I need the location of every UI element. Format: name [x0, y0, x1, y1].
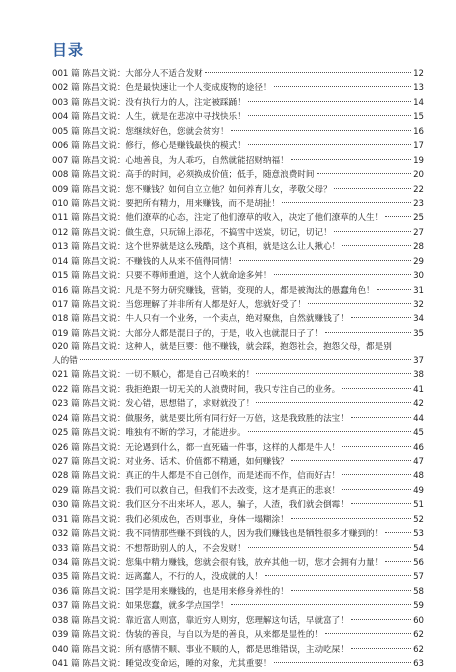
- toc-entry[interactable]: [52, 226, 424, 240]
- toc-list: [52, 67, 424, 672]
- toc-entry[interactable]: [52, 657, 424, 671]
- toc-entry-text: 040 篇 陈昌文说：所有感情不顺、事业不顺的人，都是思维错误，主动吃屎！: [52, 644, 349, 655]
- toc-entry[interactable]: [52, 240, 424, 254]
- toc-entry[interactable]: [52, 643, 424, 657]
- dot-leader: [342, 388, 411, 389]
- toc-page-number: 27: [413, 227, 424, 238]
- toc-page-number: 14: [413, 97, 424, 108]
- dot-leader: [385, 532, 411, 533]
- dot-leader: [351, 417, 411, 418]
- toc-page-number: 48: [413, 471, 424, 482]
- toc-page-number: 49: [413, 485, 424, 496]
- toc-entry[interactable]: [52, 125, 424, 139]
- toc-entry-text: 017 篇 陈昌文说：当您理解了并非所有人都是好人，您就好受了！: [52, 300, 306, 310]
- toc-entry[interactable]: [52, 556, 424, 570]
- dot-leader: [385, 216, 411, 217]
- toc-page-number: 52: [413, 514, 424, 525]
- dot-leader: [342, 446, 411, 447]
- toc-entry[interactable]: [52, 298, 424, 312]
- toc-entry-text: 033 篇 陈昌文说：不想帮助别人的人，不会发财！: [52, 543, 246, 554]
- toc-entry-text: 041 篇 陈昌文说：睡觉改变命运，睡的对象，尤其重要！: [52, 659, 272, 670]
- toc-entry-text: 024 篇 陈昌文说：做服务，就是要比所有同行好一万倍，这是我致胜的法宝！: [52, 413, 349, 424]
- toc-entry[interactable]: [52, 614, 424, 628]
- toc-entry[interactable]: [52, 527, 424, 541]
- toc-entry[interactable]: [52, 585, 424, 599]
- dot-leader: [291, 590, 411, 591]
- toc-entry-text: 005 篇 陈昌文说：您继续好色，您就会贫穷！: [52, 126, 229, 137]
- dot-leader: [351, 619, 411, 620]
- toc-entry-text: 038 篇 陈昌文说：靠近富人则富，靠近穷人则穷，您理解这句话，早就富了！: [52, 615, 349, 626]
- toc-page-number: 53: [413, 529, 424, 540]
- toc-page-number: 54: [413, 543, 424, 554]
- toc-entry[interactable]: [52, 341, 424, 368]
- toc-entry[interactable]: [52, 110, 424, 124]
- dot-leader: [334, 188, 411, 189]
- toc-page-number: 51: [413, 500, 424, 511]
- dot-leader: [274, 274, 412, 275]
- toc-entry[interactable]: [52, 455, 424, 469]
- toc-page-number: 42: [413, 399, 424, 410]
- dot-leader: [291, 518, 411, 519]
- dot-leader: [342, 489, 411, 490]
- toc-entry-text: 013 篇 陈昌文说：这个世界就是这么残酷，这个真相，就是这么让人揪心！: [52, 242, 341, 253]
- dot-leader: [291, 460, 411, 461]
- toc-entry[interactable]: [52, 81, 424, 95]
- dot-leader: [256, 373, 411, 374]
- toc-page-number: 16: [413, 126, 424, 137]
- toc-page-number: 47: [413, 456, 424, 467]
- dot-leader: [248, 431, 411, 432]
- toc-entry[interactable]: [52, 484, 424, 498]
- toc-entry[interactable]: [52, 412, 424, 426]
- dot-leader: [385, 561, 411, 562]
- toc-entry[interactable]: [52, 441, 424, 455]
- toc-entry[interactable]: [52, 67, 424, 81]
- dot-leader: [351, 648, 411, 649]
- toc-page-number: 29: [413, 256, 424, 267]
- dot-leader: [248, 547, 411, 548]
- dot-leader: [342, 474, 411, 475]
- toc-entry-text: 036 篇 陈昌文说：国学是用来赚钱的，也是用来修身养性的！: [52, 586, 289, 597]
- toc-entry-text: 021 篇 陈昌文说：一切不顺心，都是自己召唤来的！: [52, 370, 255, 381]
- toc-entry[interactable]: [52, 312, 424, 326]
- toc-entry-text: 027 篇 陈昌文说：对业务、话术、价值都不精通，如何赚钱？: [52, 456, 289, 467]
- dot-leader: [256, 402, 411, 403]
- dot-leader: [351, 503, 411, 504]
- toc-entry-text: 001 篇 陈昌文说：大部分人不适合发财: [52, 69, 203, 79]
- dot-leader: [317, 173, 412, 174]
- toc-page-number: 20: [413, 170, 424, 181]
- toc-entry[interactable]: [52, 542, 424, 556]
- toc-entry-text: 037 篇 陈昌文说：如果您蠢，就多学点国学！: [52, 601, 229, 612]
- toc-entry-text: 032 篇 陈昌文说：我不同情那些赚不到钱的人，因为我们赚钱也是牺牲很多才赚到的！: [52, 529, 384, 540]
- toc-entry-text: 029 篇 陈昌文说：我们可以救自己，但我们不去改变，这才是真正的悲哀！: [52, 485, 341, 496]
- toc-page-number: 44: [413, 413, 424, 424]
- toc-entry-text: 014 篇 陈昌文说：不赚钱的人从来不值得同情！: [52, 256, 238, 267]
- toc-entry[interactable]: [52, 197, 424, 211]
- toc-entry[interactable]: [52, 513, 424, 527]
- toc-entry[interactable]: [52, 498, 424, 512]
- toc-page-number: 22: [413, 184, 424, 195]
- dot-leader: [265, 575, 411, 576]
- toc-entry[interactable]: [52, 139, 424, 153]
- toc-entry[interactable]: [52, 96, 424, 110]
- toc-entry-text: 034 篇 陈昌文说：您集中精力赚钱，您就会很有钱，放弃其他一切，您才会拥有力量！: [52, 558, 384, 568]
- dot-leader: [231, 130, 412, 131]
- dot-leader: [231, 604, 412, 605]
- toc-entry[interactable]: [52, 383, 424, 397]
- toc-entry[interactable]: [52, 426, 424, 440]
- toc-entry[interactable]: [52, 570, 424, 584]
- toc-entry-text: 039 篇 陈昌文说：伪装的善良，与自以为是的善良，从来都是显性的！: [52, 630, 324, 641]
- dot-leader: [325, 332, 411, 333]
- toc-page-number: 25: [413, 213, 424, 224]
- toc-entry[interactable]: [52, 397, 424, 411]
- toc-entry[interactable]: [52, 269, 424, 283]
- toc-entry-text: 031 篇 陈昌文说：我们必须成色，否则事业，身体一塌糊涂！: [52, 514, 289, 525]
- toc-entry[interactable]: [52, 368, 424, 382]
- toc-entry-text: 010 篇 陈昌文说：要把所有精力，用来赚钱，而不是胡扯！: [52, 198, 281, 209]
- toc-page-number: 58: [413, 586, 424, 597]
- dot-leader: [80, 359, 411, 360]
- dot-leader: [308, 303, 411, 304]
- toc-title: 目录: [52, 41, 85, 59]
- toc-page-number: 28: [413, 242, 424, 253]
- dot-leader: [274, 86, 412, 87]
- toc-page-number: 41: [413, 384, 424, 395]
- toc-page-number: 57: [413, 572, 424, 583]
- toc-entry-text: 035 篇 陈昌文说：远离蠢人，不行的人，没成就的人！: [52, 572, 263, 583]
- toc-page-number: 35: [413, 328, 424, 339]
- toc-entry[interactable]: [52, 469, 424, 483]
- dot-leader: [248, 144, 411, 145]
- toc-entry-text: 025 篇 陈昌文说：唯独有不断的学习，才能进步。: [52, 428, 246, 439]
- toc-entry[interactable]: [52, 168, 424, 182]
- toc-entry-text: 009 篇 陈昌文说：您不赚钱？如何自立立他？如何养育儿女，孝敬父母？: [52, 184, 332, 195]
- toc-entry[interactable]: [52, 211, 424, 225]
- dot-leader: [274, 662, 412, 663]
- toc-page-number: 15: [413, 112, 424, 123]
- toc-entry-text-continued: 人的错: [52, 355, 78, 366]
- dot-leader: [239, 260, 411, 261]
- toc-page-number: 30: [413, 271, 424, 282]
- dot-leader: [205, 72, 411, 73]
- toc-page-number: 12: [413, 69, 424, 79]
- toc-page-number: 31: [413, 285, 424, 296]
- toc-entry-text: 022 篇 陈昌文说：我拒绝跟一切无关的人浪费时间，我只专注自己的业务。: [52, 384, 341, 395]
- toc-entry-text: 007 篇 陈昌文说：心地善良，为人乖巧，自然就能招财纳福！: [52, 155, 289, 166]
- toc-page-number: 60: [413, 615, 424, 626]
- dot-leader: [248, 101, 411, 102]
- toc-page-number: 45: [413, 428, 424, 439]
- toc-page-number: 23: [413, 198, 424, 209]
- dot-leader: [248, 115, 411, 116]
- toc-entry[interactable]: [52, 183, 424, 197]
- toc-entry-text: 008 篇 陈昌文说：高手的时间，必须换成价值；低手，随意浪费时间: [52, 170, 315, 181]
- dot-leader: [377, 289, 411, 290]
- toc-entry-text: 018 篇 陈昌文说：牛人只有一个业务，一个卖点，绝对聚焦，自然就赚钱了！: [52, 314, 349, 325]
- toc-page-number: 19: [413, 155, 424, 166]
- toc-entry[interactable]: [52, 255, 424, 269]
- toc-page-number: 62: [413, 644, 424, 655]
- dot-leader: [291, 159, 411, 160]
- dot-leader: [282, 202, 411, 203]
- toc-entry-text: 023 篇 陈昌文说：发心错，思想错了，求财就没了！: [52, 399, 255, 410]
- toc-entry[interactable]: [52, 284, 424, 298]
- toc-entry[interactable]: [52, 327, 424, 341]
- toc-page-number: 32: [413, 300, 424, 310]
- toc-entry[interactable]: [52, 628, 424, 642]
- toc-entry-text: 026 篇 陈昌文说：无论遇到什么，都一直死磕一件事，这样的人都是牛人！: [52, 442, 341, 453]
- toc-page-number: 56: [413, 558, 424, 568]
- toc-entry-text: 004 篇 陈昌文说：人生，就是在悲凉中寻找快乐！: [52, 112, 246, 123]
- toc-page-number: 13: [413, 83, 424, 94]
- toc-entry-text: 016 篇 陈昌文说：凡是不努力研究赚钱，营销，变现的人，都是被淘汰的愚蠢角色！: [52, 285, 375, 296]
- toc-entry-text: 019 篇 陈昌文说：大部分人都是混日子的，于是，收入也就混日子了！: [52, 328, 324, 339]
- toc-entry[interactable]: [52, 154, 424, 168]
- toc-page-number: 59: [413, 601, 424, 612]
- dot-leader: [334, 231, 411, 232]
- toc-page-number: 46: [413, 442, 424, 453]
- toc-page-number: 34: [413, 314, 424, 325]
- toc-page-number: 37: [413, 355, 424, 366]
- dot-leader: [325, 633, 411, 634]
- toc-entry[interactable]: [52, 599, 424, 613]
- toc-entry-text: 012 篇 陈昌文说：做生意，只玩锦上添花，不搞雪中送炭，切记，切记！: [52, 227, 332, 238]
- toc-entry-text: 002 篇 陈昌文说：色是最快速让一个人变成废物的途径！: [52, 83, 272, 94]
- toc-entry-text: 028 篇 陈昌文说：真正的牛人都是不自己创作，而是述而不作，信而好古！: [52, 471, 341, 482]
- toc-page-number: 63: [413, 659, 424, 670]
- toc-entry-text: 020 篇 陈昌文说：这种人，就是巨婴：他不赚钱，就会踩，抱怨社会，抱怨父母，都是别: [52, 342, 392, 353]
- dot-leader: [342, 245, 411, 246]
- toc-page-number: 62: [413, 630, 424, 641]
- toc-page-number: 38: [413, 370, 424, 381]
- dot-leader: [351, 317, 411, 318]
- toc-entry-text: 011 篇 陈昌文说：他们潦草的心态，注定了他们潦草的收入，决定了他们潦草的人生！: [52, 213, 384, 224]
- toc-page-number: 17: [413, 141, 424, 152]
- toc-entry-text: 003 篇 陈昌文说：没有执行力的人，注定被踩踊！: [52, 97, 246, 108]
- toc-entry-text: 030 篇 陈昌文说：我们区分不出来坏人，恶人，骗子，人渣，我们就会倒霉！: [52, 500, 349, 511]
- toc-entry-text: 006 篇 陈昌文说：修行，修心是赚钱最快的模式！: [52, 141, 246, 152]
- toc-entry-text: 015 篇 陈昌文说：只要不尊师重道，这个人就命途多舛！: [52, 271, 272, 282]
